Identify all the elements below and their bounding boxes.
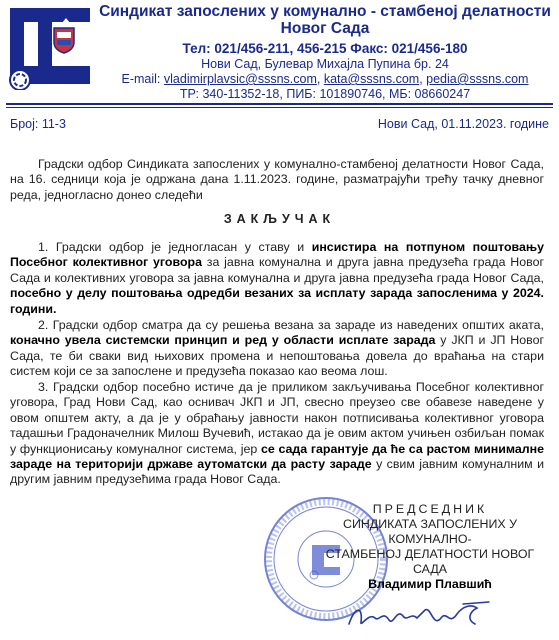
- registration-ids: ТР: 340-11352-18, ПИБ: 101890746, МБ: 08660247: [179, 87, 471, 101]
- org-name-line2: Новог Сада: [280, 20, 370, 37]
- org-name: [95, 3, 555, 37]
- signatory-name: Владимир Плавшић: [368, 577, 492, 591]
- paragraph-emphasis: се сада гарантује да ће са растом минималне зараде на територији државе аутоматски да расту зараде: [10, 441, 545, 472]
- paragraph-3: [10, 380, 544, 488]
- paragraph-2: [10, 318, 544, 380]
- address: Нови Сад, Булевар Михајла Пупина бр. 24: [201, 57, 449, 71]
- reference-number: Број: 11-3: [10, 117, 66, 131]
- paragraph-emphasis: посебно у делу поштовања одредби везаних за исплату зарада запосленима у 2024. години.: [10, 286, 544, 316]
- signatory-role: ПРЕДСЕДНИК: [372, 502, 488, 516]
- signatory-org-line2: СТАМБЕНОЈ ДЕЛАТНОСТИ НОВОГ САДА: [325, 547, 535, 576]
- handwritten-signature: [345, 598, 495, 634]
- paragraph-text: 3. Градски одбор посебно истиче да је приликом закључивања Посебног колективног уговора, Град Нови Сад, као оснивач ЈКП и ЈП, свесно преузео све обавезе наведене у овом општем акту, а да је у обраћању јавности након потписивања колективног уговора тадашњи Градоначелник Милош Вучевић, истакао да је овим актом учињен озбиљан помак у функционисању комуналног система, јер: [10, 380, 544, 456]
- paragraph-emphasis: инсистира на потпуном поштовању Посебног колективног уговора: [10, 240, 544, 270]
- email-label: E-mail:: [121, 72, 161, 86]
- paragraph-text: 2. Градски одбор сматра да су решења везана за зараде из наведених општих аката,: [38, 318, 544, 332]
- header-divider: [6, 103, 553, 105]
- document-date: Нови Сад, 01.11.2023. године: [377, 117, 549, 131]
- paragraph-emphasis: коначно увела системски принцип и ред у области исплате зарада: [10, 333, 436, 348]
- intro-paragraph: Градски одбор Синдиката запослених у комунално-стамбеној делатности Новог Сада, на 16. седници која је одржана дана 1.11.2023. године, разматрајући трећу тачку дневног реда, једногласно донео следећи: [10, 157, 544, 202]
- letterhead: [95, 0, 555, 102]
- signatory-org-line1: СИНДИКАТА ЗАПОСЛЕНИХ У КОМУНАЛНО-: [343, 517, 517, 546]
- email-link[interactable]: kata@sssns.com: [323, 72, 420, 86]
- union-logo: [6, 4, 94, 90]
- paragraph-text: за јавна комунална и друга јавна предузећа града Новог Сада и колективних уговора за јавна комунална и друга јавна предузећа града Новог Сада,: [10, 255, 544, 285]
- phone-fax: Тел: 021/456-211, 456-215 Факс: 021/456-180: [182, 41, 468, 56]
- paragraph-text: у свим јавним комуналним и другим јавним предузећима града Новог Сада.: [10, 457, 544, 487]
- paragraph-text: 1. Градски одбор је једногласан у ставу и: [38, 240, 312, 254]
- city-crest: [52, 26, 76, 54]
- header-divider-thin: [6, 107, 553, 108]
- email-link[interactable]: vladimirplavsic@sssns.com: [163, 72, 317, 86]
- paragraph-text: у ЈКП и ЈП Новог Сада, те би сваки вид њихових промена и непоштовања довела до враћања на стари систем који се за запослене и предузећа показао као веома лош.: [10, 333, 544, 379]
- document-title: ЗАКЉУЧАК: [223, 212, 336, 226]
- paragraph-1: [10, 240, 544, 317]
- emails: E-mail: vladimirplavsic@sssns.com, kata@sssns.com, pedia@sssns.com: [121, 72, 529, 86]
- org-name-line1: Синдикат запослених у комунално - стамбеној делатности: [99, 3, 551, 20]
- email-link[interactable]: pedia@sssns.com: [426, 72, 529, 86]
- signature-block: [315, 502, 545, 592]
